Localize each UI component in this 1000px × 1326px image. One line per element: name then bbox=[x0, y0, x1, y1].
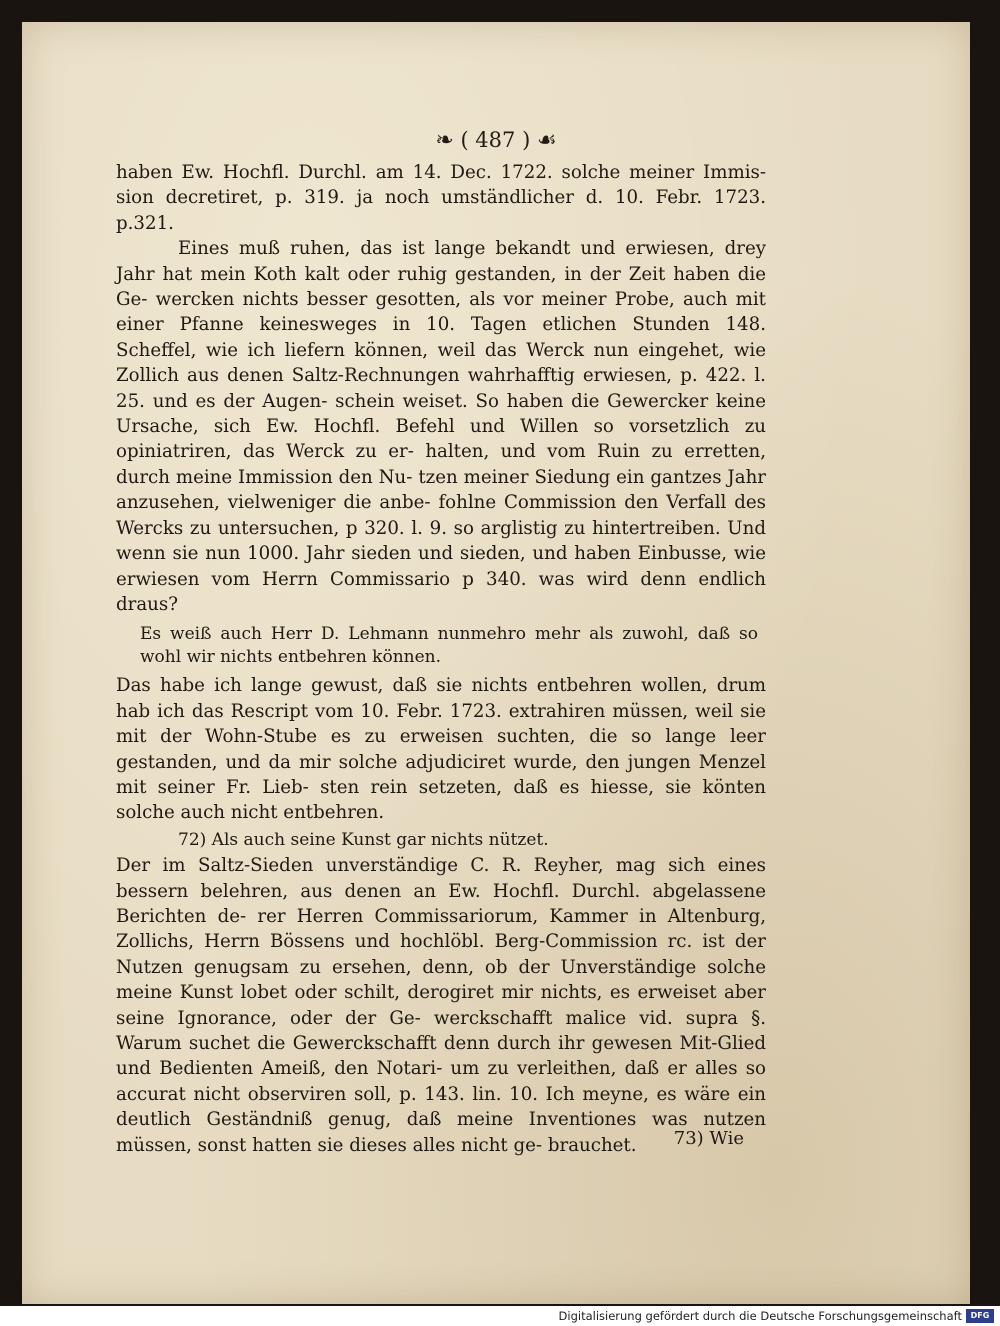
text-line: Das habe ich lange gewust, daß sie nichts entbehren wollen, drum hab bbox=[116, 675, 766, 722]
dfg-logo-icon: DFG bbox=[966, 1309, 994, 1323]
text-line: belehren, aus denen an Ew. Hochfl. Durchl. abgelassene Berichten de- bbox=[116, 880, 766, 927]
footer-bar bbox=[0, 1306, 1000, 1326]
text-line: Inventiones was nutzen müssen, sonst hatten sie dieses alles nicht ge- bbox=[116, 1109, 766, 1156]
text-line: Wohn-Stube es zu erweisen suchten, die so lange leer gestanden, und bbox=[116, 726, 766, 773]
footer-credit: Digitalisierung gefördert durch die Deutsche Forschungsgemeinschaft bbox=[558, 1309, 962, 1323]
text-line: so arglistig zu hintertreiben. Und wenn sie nun 1000. Jahr sieden und bbox=[116, 517, 766, 565]
text-line: Eines muß ruhen, das ist lange bekandt und erwiesen, drey bbox=[178, 238, 766, 260]
text-line: werckschafft malice vid. supra §. Warum suchet die Gewerckschafft bbox=[116, 1007, 766, 1054]
text-line: denn durch ihr gewesen Mit-Glied und Bedienten Ameiß, den Notari- bbox=[116, 1033, 766, 1080]
text-line: sieden, und haben Einbusse, wie erwiesen vom Herrn Commissario bbox=[116, 543, 766, 590]
text-line: ich das Rescript vom 10. Febr. 1723. extrahiren müssen, weil sie mit der bbox=[116, 700, 766, 748]
section-heading: 72) Als auch seine Kunst gar nichts nützet. bbox=[178, 829, 549, 850]
text-line: wercken nichts besser gesotten, als vor meiner Probe, auch mit einer bbox=[116, 289, 766, 336]
text-line: Bössens und hochlöbl. Berg-Commission rc. ist der Nutzen genugsam zu bbox=[116, 931, 766, 978]
paragraph bbox=[116, 673, 766, 825]
text-line: Saltz-Rechnungen wahrhafftig erwiesen, p. 422. l. 25. und es der Augen- bbox=[116, 365, 766, 412]
text-line: brauchet. bbox=[547, 1134, 637, 1156]
text-line: halten, und vom Ruin zu erretten, durch meine Immission den Nu- bbox=[116, 441, 766, 488]
book-page bbox=[22, 22, 970, 1304]
text-line: Der im Saltz-Sieden unverständige C. R. Reyher, mag sich eines bessern bbox=[116, 855, 766, 902]
text-line: schein weiset. So haben die Gewercker keine Ursache, sich Ew. Hochfl. bbox=[116, 390, 766, 438]
page-header bbox=[22, 128, 970, 153]
text-line: rer Herren Commissariorum, Kammer in Altenburg, Zollichs, Herrn bbox=[116, 905, 766, 953]
text-line: lin. 10. Ich meyne, es wäre ein deutlich Geständniß genug, daß meine bbox=[116, 1083, 766, 1131]
text-line: um zu verleithen, daß er alles so accurat nicht observiren soll, p. 143. bbox=[116, 1058, 766, 1105]
text-line: ich liefern können, weil das Werck nun eingehet, wie Zollich aus denen bbox=[116, 339, 766, 387]
text-line: Befehl und Willen so vorsetzlich zu opiniatriren, das Werck zu er- bbox=[116, 416, 766, 463]
ornament-right-icon: ☙ bbox=[536, 128, 557, 153]
block-quote bbox=[116, 623, 766, 669]
text-line: Pfanne keinesweges in 10. Tagen etlichen Stunden 148. Scheffel, wie bbox=[116, 314, 766, 361]
ornament-left-icon: ❧ bbox=[435, 128, 454, 153]
text-line: da mir solche adjudiciret wurde, den jungen Menzel mit seiner Fr. Lieb- bbox=[116, 751, 766, 798]
text-line: fohlne Commission den Verfall des Wercks zu untersuchen, p 320. l. 9. bbox=[116, 492, 766, 539]
paragraph bbox=[116, 160, 766, 236]
paragraph bbox=[116, 853, 766, 1158]
page-number: ( 487 ) bbox=[460, 128, 531, 152]
text-line: wohl wir nichts entbehren können. bbox=[140, 647, 442, 668]
catchword: 73) Wie bbox=[673, 1128, 744, 1149]
text-line: sten rein setzeten, daß es hiesse, sie könten solche auch nicht entbehren. bbox=[116, 776, 767, 824]
text-line: derogiret mir nichts, es erweiset aber seine Ignorance, oder der Ge- bbox=[116, 982, 766, 1029]
text-line: ersehen, denn, ob der Unverständige solche meine Kunst lobet oder schilt, bbox=[116, 956, 766, 1004]
text-line: Jahr hat mein Koth kalt oder ruhig gestanden, in der Zeit haben die Ge- bbox=[116, 263, 766, 311]
paragraph bbox=[116, 236, 766, 617]
text-line: haben Ew. Hochfl. Durchl. am 14. Dec. 1722. solche meiner Immis- bbox=[116, 162, 766, 183]
text-line: p 340. was wird denn endlich draus? bbox=[116, 568, 766, 615]
text-line: Es weiß auch Herr D. Lehmann nunmehro mehr als zuwohl, daß so bbox=[140, 624, 758, 645]
text-line: tzen meiner Siedung ein gantzes Jahr anzusehen, vielweniger die anbe- bbox=[116, 466, 766, 514]
body-text bbox=[116, 160, 766, 1158]
text-line: sion decretiret, p. 319. ja noch umständlicher d. 10. Febr. 1723. p.321. bbox=[116, 187, 766, 234]
